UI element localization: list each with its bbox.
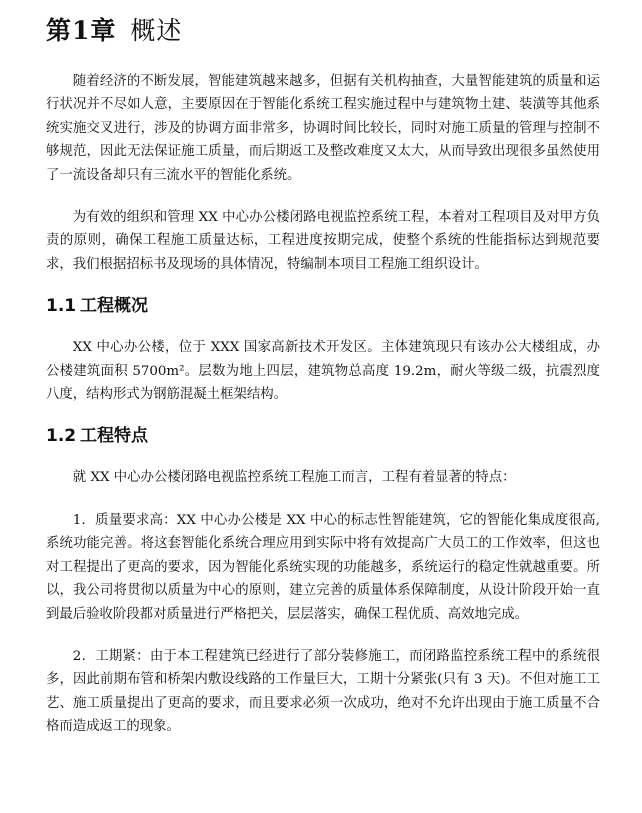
intro-paragraph-1: 随着经济的不断发展，智能建筑越来越多，但据有关机构抽查，大量智能建筑的质量和运行状况并不尽如人意，主要原因在于智能化系统工程实施过程中与建筑物土建、装潢等其他系统实施交叉进行，涉及的协调方面非常多，协调时间比较长，同时对施工质量的管理与控制不够规范，因此无法保证施工质量，而后期返工及整改难度又太大，从而导致出现很多虽然使用了一流设备却只有三流水平的智能化系统。 xyxy=(46,74,600,183)
section-heading-1-1 xyxy=(46,294,600,318)
overview-paragraph: XX 中心办公楼，位于 XXX 国家高新技术开发区。主体建筑现只有该办公大楼组成，办公楼建筑面积 5700m²。层数为地上四层，建筑物总高度 19.2m，耐火等级二级，抗震烈度八度，结构形式为钢筋混凝土框架结构。 xyxy=(46,340,600,403)
features-intro-paragraph: 就 XX 中心办公楼闭路电视监控系统工程施工而言，工程有着显著的特点： xyxy=(72,470,516,486)
feature-schedule-paragraph: 2．工期紧：由于本工程建筑已经进行了部分装修施工，而闭路监控系统工程中的系统很多，因此前期布管和桥架内敷设线路的工作量巨大，工期十分紧张(只有 3 天)。不但对施工工艺、施工质量提出了更高的要求，而且要求必须一次成功，绝对不允许出现由于施工质量不合格而造成返工的现象。 xyxy=(46,648,600,735)
intro-paragraph-2: 为有效的组织和管理 XX 中心办公楼闭路电视监控系统工程，本着对工程项目及对甲方负责的原则，确保工程施工质量达标，工程进度按期完成，使整个系统的性能指标达到规范要求，我们根据招标书及现场的具体情况，特编制本项目工程施工组织设计。 xyxy=(46,210,600,272)
feature-quality-paragraph: 1．质量要求高：XX 中心办公楼是 XX 中心的标志性智能建筑，它的智能化集成度很高,系统功能完善。将这套智能化系统合理应用到实际中将有效提高广大员工的工作效率，但这也对工程提出了更高的要求，因为智能化系统实现的功能越多，系统运行的稳定性就越重要。所以，我公司将贯彻以质量为中心的原则，建立完善的质量体系保障制度，从设计阶段开始一直到最后验收阶段都对质量进行严格把关，层层落实，确保工程优质、高效地完成。 xyxy=(46,512,600,622)
chapter-number: 第1章 xyxy=(46,16,117,45)
section-title: 工程概况 xyxy=(80,296,148,317)
chapter-title xyxy=(46,14,600,48)
section-title: 工程特点 xyxy=(80,426,148,447)
section-number: 1.1 xyxy=(46,296,77,317)
chapter-title-text: 概述 xyxy=(130,16,183,45)
section-number: 1.2 xyxy=(46,426,77,447)
section-heading-1-2 xyxy=(46,424,600,448)
